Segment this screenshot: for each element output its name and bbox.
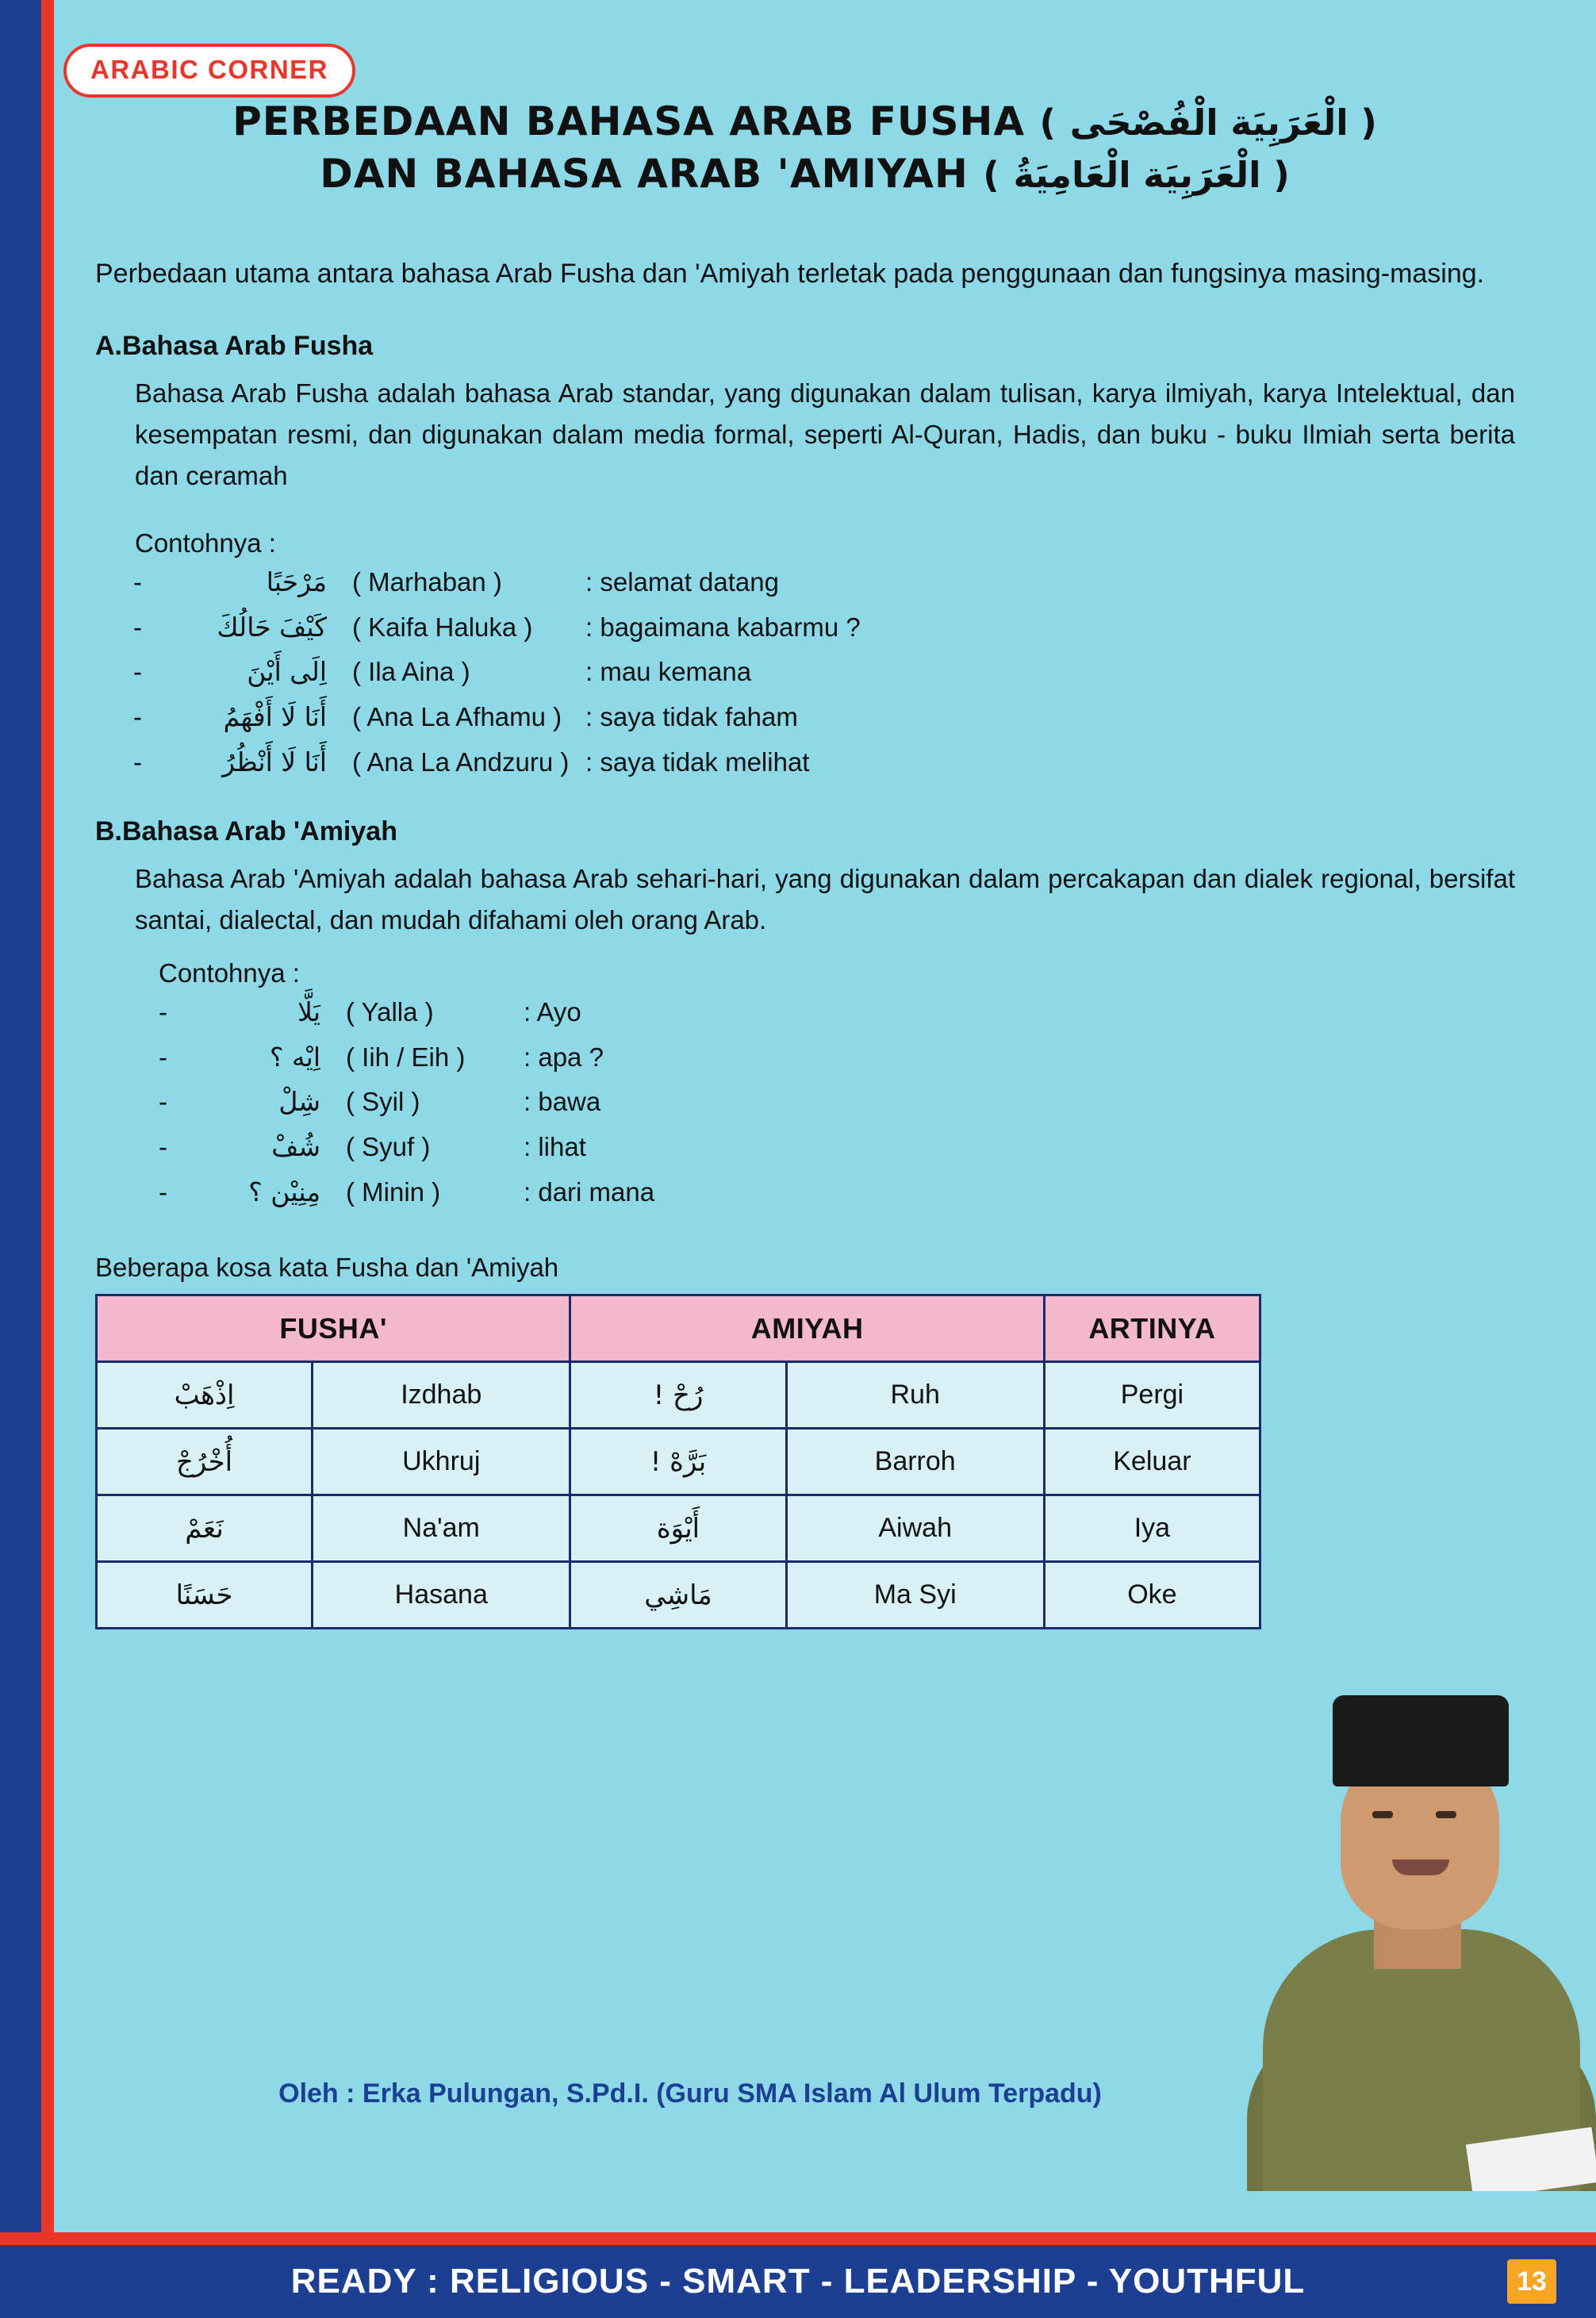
table-header-row (97, 1295, 1260, 1362)
example-row (133, 610, 1515, 646)
example-dash: - (133, 702, 142, 732)
example-latin: ( Syil ) (346, 1087, 420, 1117)
example-row (159, 995, 1515, 1030)
example-dash: - (133, 657, 142, 687)
cell-fusha-arabic: نَعَمْ (97, 1495, 313, 1562)
example-dash: - (133, 746, 142, 777)
example-row (133, 565, 1515, 601)
example-row (133, 654, 1515, 690)
example-meaning: : dari mana (524, 1176, 655, 1207)
example-arabic: كَيْفَ حَالُكَ (217, 611, 327, 643)
cell-artinya: Oke (1044, 1562, 1260, 1629)
vocab-table-caption: Beberapa kosa kata Fusha dan 'Amiyah (95, 1253, 559, 1283)
title-line-1 (95, 95, 1515, 148)
cell-fusha-latin: Ukhruj (313, 1429, 570, 1495)
cell-fusha-latin: Izdhab (313, 1362, 570, 1429)
photo-mouth (1392, 1859, 1449, 1875)
cell-artinya: Pergi (1044, 1362, 1260, 1429)
page-title (95, 95, 1515, 200)
example-meaning: : bawa (524, 1087, 601, 1117)
cell-artinya: Iya (1044, 1495, 1260, 1562)
example-meaning: : apa ? (524, 1042, 604, 1072)
example-meaning: : lihat (524, 1132, 586, 1161)
cell-fusha-latin: Na'am (313, 1495, 570, 1562)
footer-red-stripe (0, 2232, 1596, 2245)
example-latin: ( Marhaban ) (352, 567, 502, 597)
table-header-artinya: ARTINYA (1044, 1295, 1260, 1362)
cell-amiyah-arabic: مَاشِي (570, 1562, 786, 1629)
table-row (97, 1429, 1260, 1495)
table-header-amiyah: AMIYAH (570, 1295, 1044, 1362)
example-row (159, 1130, 1515, 1165)
section-b-body: Bahasa Arab 'Amiyah adalah bahasa Arab sehari-hari, yang digunakan dalam percakapan dan dialek regional, bersifat santai, dialectal, dan mudah difahami oleh orang Arab. (135, 864, 1515, 935)
example-dash: - (159, 997, 167, 1027)
title-line-1-latin: PERBEDAAN BAHASA ARAB FUSHA (232, 98, 1026, 144)
example-dash: - (133, 567, 142, 597)
example-meaning: : mau kemana (585, 657, 752, 687)
cell-amiyah-arabic: أَيْوَة (570, 1495, 786, 1562)
page-number-badge: 13 (1507, 2259, 1556, 2304)
section-b-examples-label: Contohnya : (159, 958, 300, 988)
cell-amiyah-latin: Ma Syi (786, 1562, 1044, 1629)
example-meaning: : bagaimana kabarmu ? (585, 612, 861, 642)
example-dash: - (159, 1132, 167, 1161)
section-b-heading: B.Bahasa Arab 'Amiyah (95, 816, 397, 847)
example-row (159, 1040, 1515, 1076)
example-meaning: : saya tidak melihat (585, 746, 810, 777)
cell-amiyah-latin: Aiwah (786, 1495, 1044, 1562)
example-arabic: اِلَى أَيْنَ (247, 656, 327, 688)
example-latin: ( Minin ) (346, 1176, 441, 1207)
example-meaning: : Ayo (524, 997, 581, 1027)
cell-fusha-arabic: حَسَنًا (97, 1562, 313, 1629)
table-row (97, 1495, 1260, 1562)
example-latin: ( Ana La Afhamu ) (352, 702, 562, 732)
example-arabic: أَنَا لَا أَنْظُرُ (222, 746, 327, 777)
example-dash: - (159, 1042, 167, 1072)
photo-songkok-cap (1333, 1695, 1509, 1786)
example-arabic: اِيْه ؟ (269, 1041, 320, 1073)
example-row (159, 1084, 1515, 1120)
section-a-examples (133, 565, 1515, 780)
title-line-2-arabic: ( الْعَرَبِيَة الْعَامِيَةُ ) (983, 154, 1291, 196)
cell-fusha-arabic: اِذْهَبْ (97, 1362, 313, 1429)
example-row (159, 1175, 1515, 1211)
author-photo (1247, 1660, 1596, 2191)
title-line-1-arabic: ( الْعَرَبِيَة الْفُصْحَى ) (1039, 102, 1378, 144)
example-latin: ( Iih / Eih ) (346, 1042, 466, 1072)
table-row (97, 1362, 1260, 1429)
left-edge-bar-navy (0, 0, 41, 2318)
section-a-body: Bahasa Arab Fusha adalah bahasa Arab standar, yang digunakan dalam tulisan, karya ilmiyah, karya Intelektual, dan kesempatan resmi, dan digunakan dalam media formal, seperti Al-Quran, Hadis, dan buku - buku Ilmiah serta berita dan ceramah (135, 378, 1515, 491)
example-dash: - (133, 612, 142, 642)
arabic-corner-badge: ARABIC CORNER (63, 44, 355, 98)
cell-fusha-latin: Hasana (313, 1562, 570, 1629)
title-line-2-latin: DAN BAHASA ARAB 'AMIYAH (320, 151, 969, 197)
author-credit: Oleh : Erka Pulungan, S.Pd.I. (Guru SMA Islam Al Ulum Terpadu) (278, 2078, 1102, 2109)
example-latin: ( Ana La Andzuru ) (352, 746, 570, 777)
table-header-fusha: FUSHA' (97, 1295, 570, 1362)
example-meaning: : selamat datang (585, 567, 779, 597)
section-a-heading: A.Bahasa Arab Fusha (95, 331, 374, 361)
article-content (95, 254, 1515, 1629)
intro-paragraph: Perbedaan utama antara bahasa Arab Fusha dan 'Amiyah terletak pada penggunaan dan fungsinya masing-masing. (95, 259, 1485, 289)
table-row (97, 1562, 1260, 1629)
example-arabic: مِنِيْن ؟ (248, 1176, 320, 1207)
example-latin: ( Kaifa Haluka ) (352, 612, 533, 642)
cell-amiyah-latin: Barroh (786, 1429, 1044, 1495)
left-edge-bar-red (41, 0, 54, 2318)
photo-eye-right (1436, 1811, 1456, 1818)
cell-amiyah-arabic: بَرَّهْ ! (570, 1429, 786, 1495)
example-dash: - (159, 1176, 167, 1207)
section-a-examples-label: Contohnya : (135, 528, 276, 558)
example-latin: ( Syuf ) (346, 1132, 431, 1161)
vocab-table (95, 1294, 1261, 1629)
example-row (133, 745, 1515, 781)
example-arabic: شُفْ (271, 1131, 320, 1162)
example-latin: ( Ila Aina ) (352, 657, 470, 687)
section-b-examples (159, 995, 1515, 1210)
example-arabic: يَلَّا (297, 996, 320, 1028)
example-dash: - (159, 1087, 167, 1117)
example-arabic: أَنَا لَا أَفْهَمُ (223, 701, 327, 733)
title-line-2 (95, 148, 1515, 200)
photo-eye-left (1372, 1811, 1393, 1818)
cell-artinya: Keluar (1044, 1429, 1260, 1495)
cell-amiyah-latin: Ruh (786, 1362, 1044, 1429)
cell-fusha-arabic: أُخْرُجْ (97, 1429, 313, 1495)
example-arabic: شِلْ (278, 1086, 320, 1118)
example-latin: ( Yalla ) (346, 997, 434, 1027)
example-arabic: مَرْحَبًا (266, 566, 327, 598)
example-row (133, 700, 1515, 735)
cell-amiyah-arabic: رُحْ ! (570, 1362, 786, 1429)
example-meaning: : saya tidak faham (585, 702, 798, 732)
footer-tagline: READY : RELIGIOUS - SMART - LEADERSHIP - YOUTHFUL (290, 2262, 1306, 2301)
